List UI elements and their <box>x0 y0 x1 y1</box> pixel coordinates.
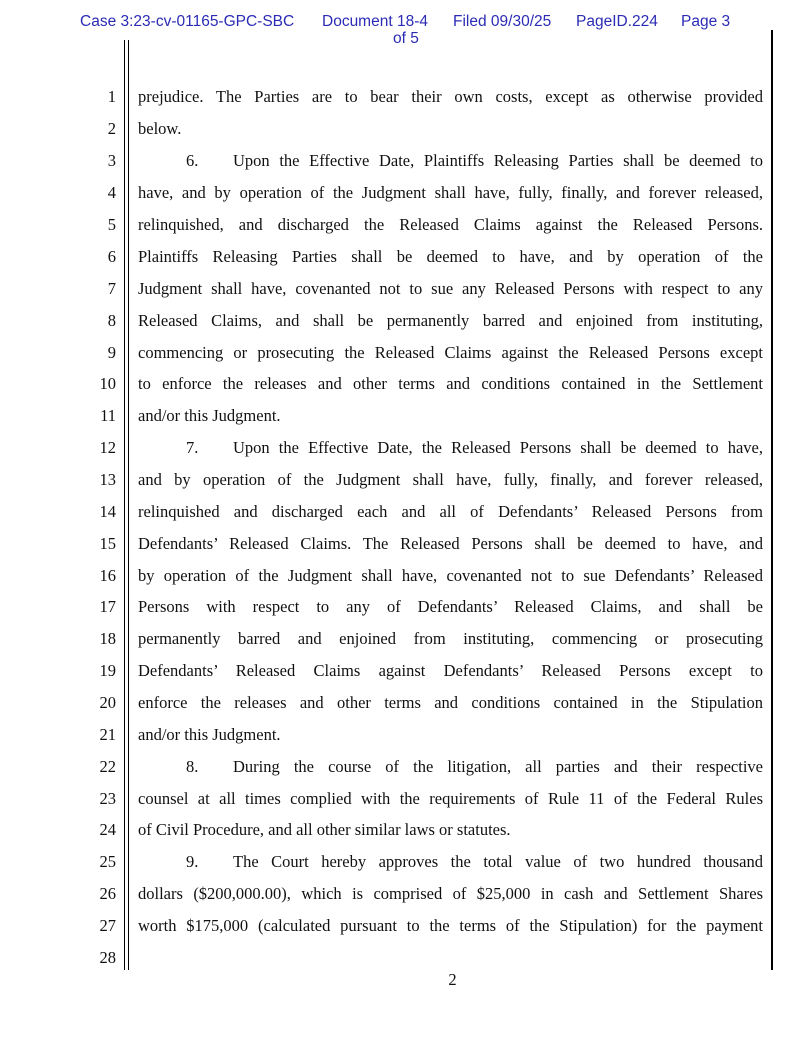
line-number: 3 <box>107 151 116 170</box>
text-line: Defendants’ Released Claims against Defendants’ Released Persons except to <box>138 661 763 680</box>
line-number: 4 <box>107 183 116 202</box>
paragraph-7-first-line <box>138 438 763 458</box>
text-line: Upon the Effective Date, the Released Persons shall be deemed to have, <box>233 438 763 457</box>
text-line: have, and by operation of the Judgment shall have, fully, finally, and forever released, <box>138 183 763 202</box>
line-number: 19 <box>99 661 116 680</box>
line-number: 28 <box>99 948 116 967</box>
line-number: 9 <box>107 343 116 362</box>
line-number: 2 <box>107 119 116 138</box>
header-document: Document 18-4 <box>322 13 428 30</box>
line-number: 6 <box>107 247 116 266</box>
text-line: to enforce the releases and other terms and conditions contained in the Settlement <box>138 374 763 393</box>
line-number: 8 <box>107 311 116 330</box>
line-number: 10 <box>99 374 116 393</box>
text-line: dollars ($200,000.00), which is comprised of $25,000 in cash and Settlement Shares <box>138 884 763 903</box>
paragraph-number: 9. <box>186 852 199 871</box>
text-line: relinquished, and discharged the Released Claims against the Released Persons. <box>138 215 763 234</box>
text-line: Plaintiffs Releasing Parties shall be deemed to have, and by operation of the <box>138 247 763 266</box>
text-line: of Civil Procedure, and all other similar laws or statutes. <box>138 820 511 839</box>
line-number: 17 <box>99 597 116 616</box>
text-line: prejudice. The Parties are to bear their own costs, except as otherwise provided <box>138 87 763 106</box>
line-number: 27 <box>99 916 116 935</box>
line-number: 14 <box>99 502 116 521</box>
text-line: commencing or prosecuting the Released Claims against the Released Persons except <box>138 343 763 362</box>
line-number: 5 <box>107 215 116 234</box>
text-line: by operation of the Judgment shall have, covenanted not to sue Defendants’ Released <box>138 566 763 585</box>
text-line: and/or this Judgment. <box>138 725 281 744</box>
header-page: Page 3 <box>681 13 731 30</box>
text-line: Defendants’ Released Claims. The Released Persons shall be deemed to have, and <box>138 534 763 553</box>
paragraph-number: 7. <box>186 438 199 457</box>
header-page-of: of 5 <box>393 30 419 47</box>
text-line: below. <box>138 119 182 138</box>
text-line: Judgment shall have, covenanted not to sue any Released Persons with respect to any <box>138 279 763 298</box>
line-number: 22 <box>99 757 116 776</box>
line-number: 1 <box>107 87 116 106</box>
text-line: counsel at all times complied with the requirements of Rule 11 of the Federal Rules <box>138 789 763 808</box>
line-number: 23 <box>99 789 116 808</box>
paragraph-number: 6. <box>186 151 199 170</box>
paragraph-number: 8. <box>186 757 199 776</box>
left-margin-rule-outer <box>124 40 125 970</box>
line-number: 18 <box>99 629 116 648</box>
right-margin-rule <box>771 30 773 970</box>
left-margin-rule-inner <box>128 40 129 970</box>
line-number: 26 <box>99 884 116 903</box>
header-page-id: PageID.224 <box>576 13 658 30</box>
text-line: Released Claims, and shall be permanently barred and enjoined from instituting, <box>138 311 763 330</box>
text-line: Persons with respect to any of Defendants’ Released Claims, and shall be <box>138 597 763 616</box>
text-line: and by operation of the Judgment shall have, fully, finally, and forever released, <box>138 470 763 489</box>
line-number: 20 <box>99 693 116 712</box>
header-filed-date: Filed 09/30/25 <box>453 13 552 30</box>
line-number: 24 <box>99 820 116 839</box>
line-number: 13 <box>99 470 116 489</box>
paragraph-8-first-line <box>138 757 763 777</box>
line-number: 15 <box>99 534 116 553</box>
text-line: relinquished and discharged each and all of Defendants’ Released Persons from <box>138 502 763 521</box>
text-line: and/or this Judgment. <box>138 406 281 425</box>
line-number: 11 <box>100 406 116 425</box>
text-line: enforce the releases and other terms and conditions contained in the Stipulation <box>138 693 763 712</box>
paragraph-9-first-line <box>138 852 763 872</box>
page-number: 2 <box>448 970 457 989</box>
line-number: 16 <box>99 566 116 585</box>
text-line: The Court hereby approves the total value of two hundred thousand <box>233 852 763 871</box>
header-case-number: Case 3:23-cv-01165-GPC-SBC <box>80 13 295 30</box>
paragraph-6-first-line <box>138 151 763 171</box>
text-line: worth $175,000 (calculated pursuant to the terms of the Stipulation) for the payment <box>138 916 763 935</box>
text-line: permanently barred and enjoined from instituting, commencing or prosecuting <box>138 629 763 648</box>
line-number: 12 <box>99 438 116 457</box>
line-number: 25 <box>99 852 116 871</box>
text-line: Upon the Effective Date, Plaintiffs Releasing Parties shall be deemed to <box>233 151 763 170</box>
line-number: 21 <box>99 725 116 744</box>
text-line: During the course of the litigation, all parties and their respective <box>233 757 763 776</box>
line-number: 7 <box>107 279 116 298</box>
